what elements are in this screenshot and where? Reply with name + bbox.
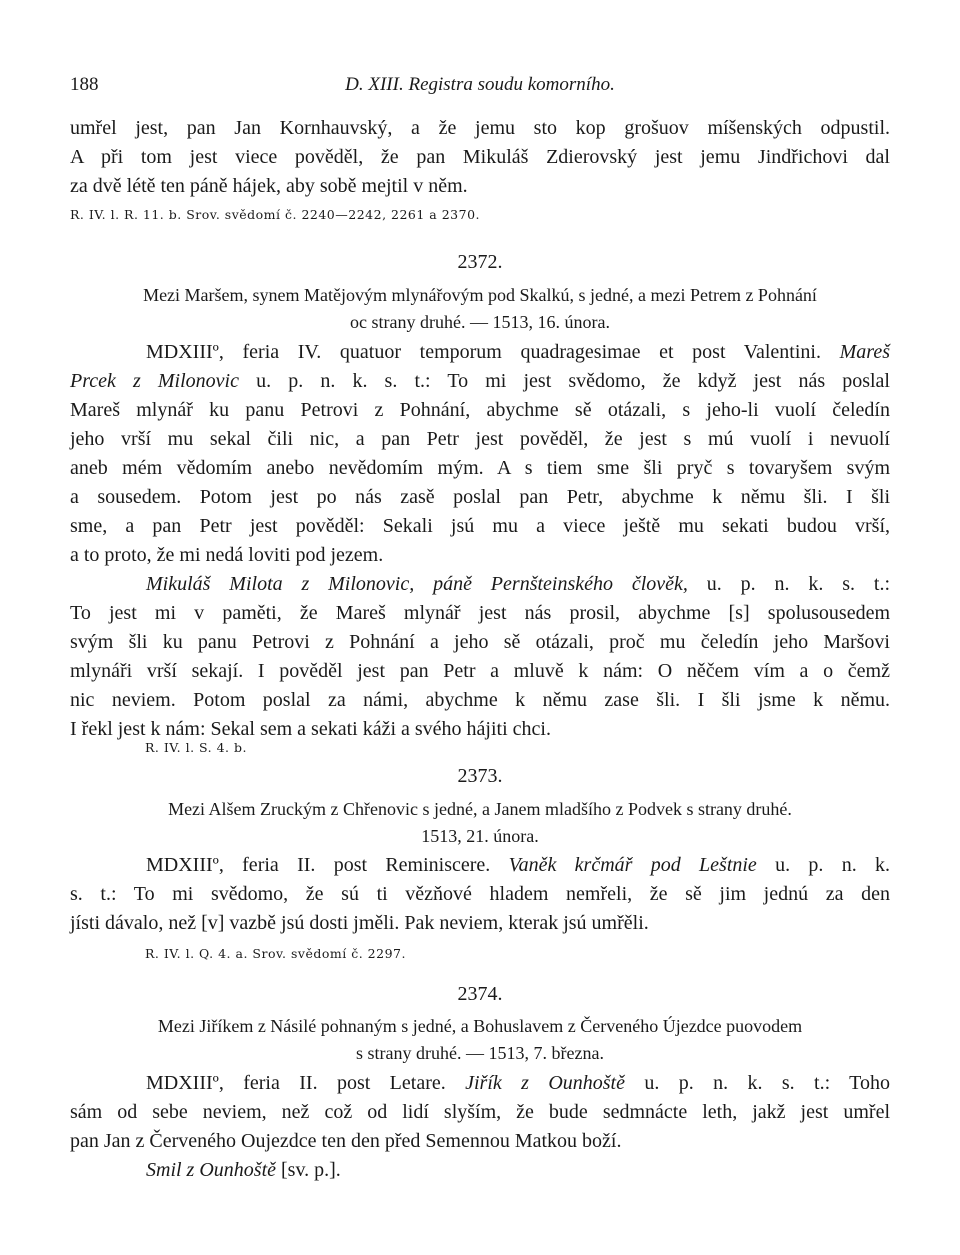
entry-number-2374: 2374. — [457, 983, 503, 1005]
entry-number-2372: 2372. — [457, 251, 503, 273]
entry-summary-2372 — [70, 282, 890, 336]
witness-name: Mareš — [839, 341, 890, 363]
testimony-2372 — [70, 338, 890, 744]
intro-paragraph — [70, 114, 890, 201]
running-title: D. XIII. Registra soudu komorního. — [345, 74, 615, 95]
text-line: a to proto, že mi nedá loviti pod jezem. — [70, 544, 384, 566]
witness-name: Vaněk krčmář pod Leštnie — [508, 854, 757, 876]
witness-name: Prcek z Milonovic — [70, 370, 239, 392]
text-line: a sousedem. Potom jest po nás zasě poslal pan Petr, abychme k němu šli. I šli — [70, 486, 890, 508]
witness-name: Mikuláš Milota z Milonovic, páně Pernšteinského člověk, — [146, 573, 688, 595]
summary-line: Mezi Alšem Zruckým z Chřenovic s jedné, a Janem mladšího z Podvek s strany druhé. — [168, 799, 792, 819]
text-line: I řekl jest k nám: Sekal sem a sekati káži a svého hájiti chci. — [70, 718, 551, 740]
text-line: svým šli ku panu Petrovi z Pohnání a jeho sě otázali, proč mu čeledín jeho Maršovi — [70, 631, 890, 653]
testimony-2373 — [70, 851, 890, 938]
summary-line: s strany druhé. — 1513, 7. března. — [356, 1043, 604, 1063]
text-line: sám od sebe neviem, než což od lidí slyším, že bude sedmnácte leth, jakž jest umřel — [70, 1101, 890, 1123]
entry-summary-2374 — [70, 1013, 890, 1067]
text-line: Smil z Ounhoště [sv. p.]. — [146, 1159, 341, 1181]
text-line: A při tom jest viece pověděl, že pan Mikuláš Zdierovský jest jemu Jindřichovi dal — [70, 146, 890, 168]
text-line: nic neviem. Potom poslal za námi, abychme k němu zase šli. I šli jsme k němu. — [70, 689, 890, 711]
witness-name: Jiřík z Ounhoště — [465, 1072, 625, 1094]
text-line: jísti dávalo, než [v] vazbě jsú dosti jměli. Pak neviem, kterak jsú umřěli. — [70, 912, 649, 934]
summary-line: oc strany druhé. — 1513, 16. února. — [350, 312, 610, 332]
archival-reference: R. IV. l. S. 4. b. — [145, 740, 247, 755]
text-line: sme, a pan Petr jest pověděl: Sekali jsú mu a viece ještě mu sekati budou vrší, — [70, 515, 890, 537]
summary-line: Mezi Jiříkem z Násilé pohnaným s jedné, a Bohuslavem z Červeného Újezdce puovodem — [157, 1016, 803, 1036]
running-header — [70, 74, 890, 98]
text-line: mlynáři vrší sekají. I pověděl jest pan Petr a mluvě k nám: O něčem vím a o čemž — [70, 660, 890, 682]
text-line: pan Jan z Červeného Oujezdce ten den před Semennou Matkou boží. — [70, 1130, 622, 1152]
text-line: za dvě létě ten páně hájek, aby sobě mejtil v něm. — [70, 175, 468, 197]
archival-reference: R. IV. l. Q. 4. a. Srov. svědomí č. 2297. — [145, 946, 406, 961]
archival-reference: R. IV. l. R. 11. b. Srov. svědomí č. 2240—2242, 2261 a 2370. — [70, 207, 481, 222]
text-line: To jest mi v paměti, že Mareš mlynář jest nás prosil, abychme [s] spolusousedem — [70, 602, 890, 624]
text-line: jeho vrší mu sekal čili nic, a pan Petr jest pověděl, že jest s mú vuolí i nevuolí — [70, 428, 890, 450]
entry-summary-2373 — [70, 796, 890, 850]
text-line: MDXIIIº, feria II. post Letare. Jiřík z Ounhoště u. p. n. k. s. t.: Toho — [146, 1072, 891, 1094]
text-line: s. t.: To mi svědomo, že sú ti vězňové hladem nemřeli, že sě jim jednú za den — [70, 883, 890, 905]
text-line: MDXIIIº, feria IV. quatuor temporum quadragesimae et post Valentini. Mareš — [146, 341, 890, 363]
text-line: umřel jest, pan Jan Kornhauvský, a že jemu sto kop grošuov míšenských odpustil. — [70, 117, 890, 139]
text-line: Prcek z Milonovic u. p. n. k. s. t.: To mi jest svědomo, že když jest nás poslal — [70, 370, 890, 392]
page-number: 188 — [70, 74, 99, 95]
text-line: MDXIIIº, feria II. post Reminiscere. Vaněk krčmář pod Leštnie u. p. n. k. — [146, 854, 891, 876]
entry-number-2373: 2373. — [457, 765, 503, 787]
summary-line: Mezi Maršem, synem Matějovým mlynářovým pod Skalkú, s jedné, a mezi Petrem z Pohnání — [143, 285, 817, 305]
text-line: aneb mém vědomím anebo nevědomím mým. A s tiem sme šli pryč s tovaryšem svým — [70, 457, 890, 479]
text-line: Mikuláš Milota z Milonovic, páně Pernšteinského člověk, u. p. n. k. s. t.: — [146, 573, 890, 595]
text-line: Mareš mlynář ku panu Petrovi z Pohnání, abychme sě otázali, s jeho-li vuolí čeledín — [70, 399, 890, 421]
testimony-2374 — [70, 1069, 890, 1185]
summary-line: 1513, 21. února. — [421, 826, 539, 846]
witness-name: Smil z Ounhoště — [146, 1159, 276, 1181]
